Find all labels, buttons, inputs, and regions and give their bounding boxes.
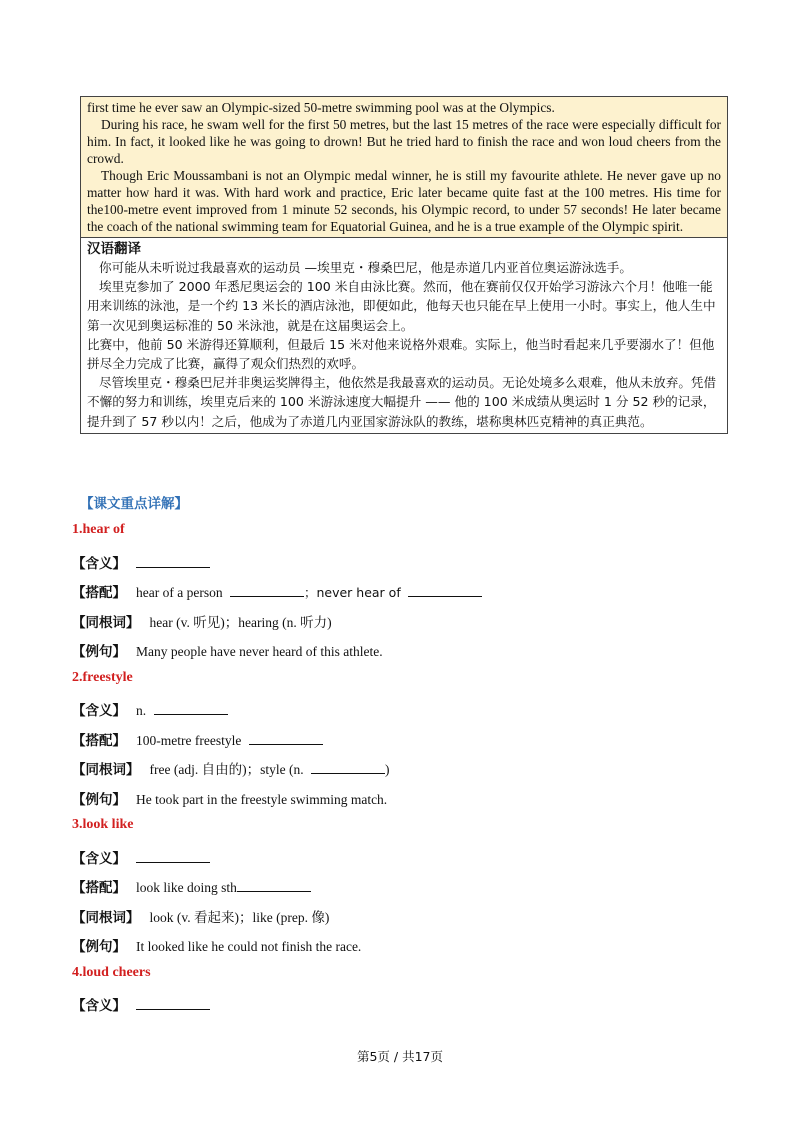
chinese-paragraph: 尽管埃里克・穆桑巴尼并非奥运奖牌得主，他依然是我最喜欢的运动员。无论处境多么艰难，他从未放弃。凭借不懈的努力和训练，埃里克后来的 100 米游泳速度大幅提升 —— 他的 100 米成绩从奥运时 1 分 52 秒的记录，提升到了 57 秒以内！之后，他成为了赤道几内亚国家游泳队的教练，堪称奥林匹克精神的真正典范。	[87, 375, 717, 429]
cognate-row	[72, 611, 332, 631]
answer-blank[interactable]	[136, 850, 210, 863]
meaning-prefix: n.	[136, 703, 147, 718]
cognate-label: 【同根词】	[72, 910, 140, 926]
answer-blank[interactable]	[408, 584, 482, 597]
answer-blank[interactable]	[136, 555, 210, 568]
english-paragraph: first time he ever saw an Olympic-sized 50-metre swimming pool was at the Olympics.	[87, 100, 555, 115]
english-paragraph: Though Eric Moussambani is not an Olympic medal winner, he is still my favourite athlete. He never gave up no matter how hard it was. With hard work and practice, Eric later became quite fast at the 100 metres. His time for the100-metre event improved from 1 minute 52 seconds, his Olympic record, to under 57 seconds! He later became the coach of the national swimming team for Equatorial Guinea, and he is a true example of the Olympic spirit.	[87, 168, 721, 234]
answer-blank[interactable]	[311, 761, 385, 774]
collocation-text: look like doing sth	[136, 880, 237, 895]
page-footer: 第5页 / 共17页	[356, 1049, 444, 1064]
cognate-row	[72, 758, 389, 778]
collocation-row	[72, 876, 311, 896]
passage-box	[80, 96, 728, 434]
cognate-label: 【同根词】	[72, 762, 140, 778]
answer-blank[interactable]	[230, 584, 304, 597]
answer-blank[interactable]	[249, 732, 323, 745]
collocation-text: ；never hear of	[303, 585, 401, 600]
example-label: 【例句】	[72, 939, 126, 955]
translation-title: 汉语翻译	[87, 241, 141, 257]
example-text: It looked like he could not finish the race.	[136, 939, 362, 954]
example-row	[72, 640, 383, 660]
english-passage	[81, 97, 727, 237]
meaning-label: 【含义】	[72, 998, 126, 1014]
meaning-row	[72, 552, 210, 572]
meaning-label: 【含义】	[72, 851, 126, 867]
meaning-row	[72, 699, 228, 719]
collocation-label: 【搭配】	[72, 880, 126, 896]
cognate-text: look (v. 看起来)；like (prep. 像)	[149, 910, 330, 925]
cognate-label: 【同根词】	[72, 615, 140, 631]
example-row	[72, 788, 387, 808]
collocation-label: 【搭配】	[72, 585, 126, 601]
example-label: 【例句】	[72, 792, 126, 808]
chinese-paragraph: 埃里克参加了 2000 年悉尼奥运会的 100 米自由泳比赛。然而，他在赛前仅仅开始学习游泳六个月！他唯一能用来训练的泳池，是一个约 13 米长的酒店泳池，即便如此，他每天也只能在早上使用一小时。事实上，他人生中第一次见到奥运标准的 50 米泳池，就是在这届奥运会上。	[87, 279, 716, 333]
meaning-label: 【含义】	[72, 556, 126, 572]
collocation-label: 【搭配】	[72, 733, 126, 749]
chinese-paragraph: 比赛中，他前 50 米游得还算顺利，但最后 15 米对他来说格外艰难。实际上，他当时看起来几乎要溺水了！但他拼尽全力完成了比赛，赢得了观众们热烈的欢呼。	[87, 336, 715, 372]
section-title: 【课文重点详解】	[80, 496, 188, 512]
item-title: 1.hear of	[72, 522, 125, 537]
item-title: 3.look like	[72, 817, 134, 832]
cognate-row	[72, 906, 329, 926]
meaning-row	[72, 994, 210, 1014]
collocation-text: 100-metre freestyle	[136, 733, 242, 748]
meaning-label: 【含义】	[72, 703, 126, 719]
chinese-translation	[81, 237, 727, 433]
collocation-row	[72, 581, 482, 601]
answer-blank[interactable]	[154, 702, 228, 715]
example-text: He took part in the freestyle swimming match.	[136, 792, 388, 807]
cognate-text: free (adj. 自由的)；style (n.	[149, 762, 304, 777]
example-label: 【例句】	[72, 644, 126, 660]
item-title: 2.freestyle	[72, 670, 133, 685]
collocation-text: hear of a person	[136, 585, 223, 600]
meaning-row	[72, 847, 210, 867]
collocation-row	[72, 729, 323, 749]
cognate-text: )	[384, 762, 390, 777]
item-title: 4.loud cheers	[72, 965, 151, 980]
answer-blank[interactable]	[136, 997, 210, 1010]
example-row	[72, 935, 361, 955]
cognate-text: hear (v. 听见)；hearing (n. 听力)	[149, 615, 332, 630]
english-paragraph: During his race, he swam well for the first 50 metres, but the last 15 metres of the race were especially difficult for him. In fact, it looked like he was going to drown! But he tried hard to finish the race and won loud cheers from the crowd.	[87, 117, 721, 166]
example-text: Many people have never heard of this athlete.	[136, 644, 383, 659]
answer-blank[interactable]	[237, 879, 311, 892]
chinese-paragraph: 你可能从未听说过我最喜欢的运动员 —埃里克・穆桑巴尼，他是赤道几内亚首位奥运游泳选手。	[99, 260, 632, 275]
